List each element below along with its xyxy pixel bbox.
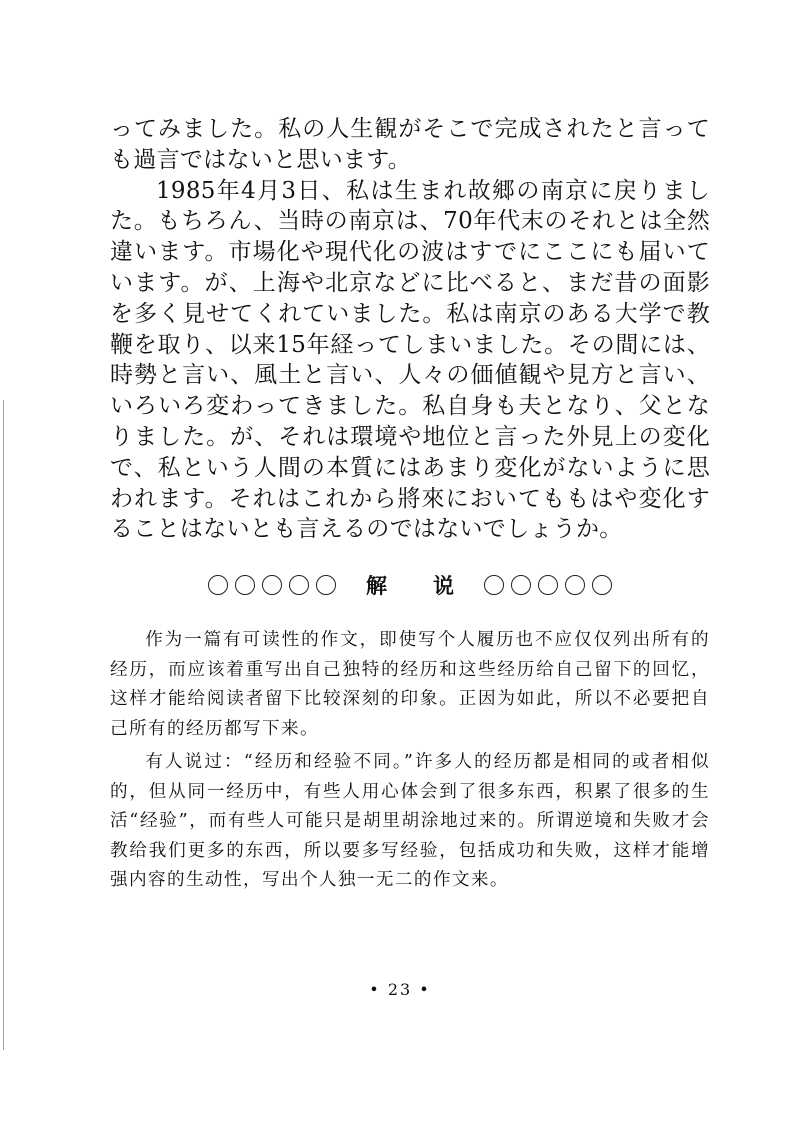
jp-paragraph-2: 1985年4月3日、私は生まれ故郷の南京に戻りました。もちろん、当時の南京は、70年代末のそれとは全然違います。市場化や現代化の波はすでにここにも届いています。が、上海や北京などに比べると、まだ昔の面影を多く見せてくれていました。私は南京のある大学で教鞭を取り、以来15年経ってしまいました。その間には、時勢と言い、風土と言い、人々の価値観や見方と言い、いろいろ変わってきました。私自身も夫となり、父となりました。が、それは環境や地位と言った外見上の変化で、私という人間の本質にはあまり変化がないように思われます。それはこれから將來においてももはや変化することはないとも言えるのではないでしょうか。 — [110, 177, 710, 543]
japanese-text-block — [110, 114, 710, 545]
page-number: • 23 • — [369, 980, 431, 999]
circle-icon — [565, 575, 585, 595]
heading-circles-left — [208, 575, 336, 595]
heading-char-1: 解 — [366, 574, 387, 598]
scan-edge-line — [3, 400, 4, 1050]
circle-icon — [484, 575, 504, 595]
chinese-text-block — [110, 626, 710, 896]
zh-paragraph-1: 作为一篇有可读性的作文，即使写个人履历也不应仅仅列出所有的经历，而应该着重写出自己独特的经历和这些经历给自己留下的回忆，这样才能给阅读者留下比较深刻的印象。正因为如此，所以不必要把自己所有的经历都写下来。 — [110, 630, 710, 739]
circle-icon — [538, 575, 558, 595]
circle-icon — [592, 575, 612, 595]
section-heading — [110, 560, 710, 610]
jp-paragraph-1: ってみました。私の人生観がそこで完成されたと言っても過言ではないと思います。 — [110, 116, 710, 173]
circle-icon — [208, 575, 228, 595]
zh-paragraph-2: 有人说过：“经历和经验不同。”许多人的经历都是相同的或者相似的，但从同一经历中，有些人用心体会到了很多东西，积累了很多的生活“经验”，而有些人可能只是胡里胡涂地过来的。所谓逆境和失败才会教给我们更多的东西，所以要多写经验，包括成功和失败，这样才能增强内容的生动性，写出个人独一无二的作文来。 — [110, 752, 710, 890]
circle-icon — [289, 575, 309, 595]
heading-char-2: 说 — [433, 574, 454, 598]
heading-circles-right — [484, 575, 612, 595]
circle-icon — [262, 575, 282, 595]
heading-title — [366, 570, 454, 600]
circle-icon — [316, 575, 336, 595]
circle-icon — [511, 575, 531, 595]
circle-icon — [235, 575, 255, 595]
